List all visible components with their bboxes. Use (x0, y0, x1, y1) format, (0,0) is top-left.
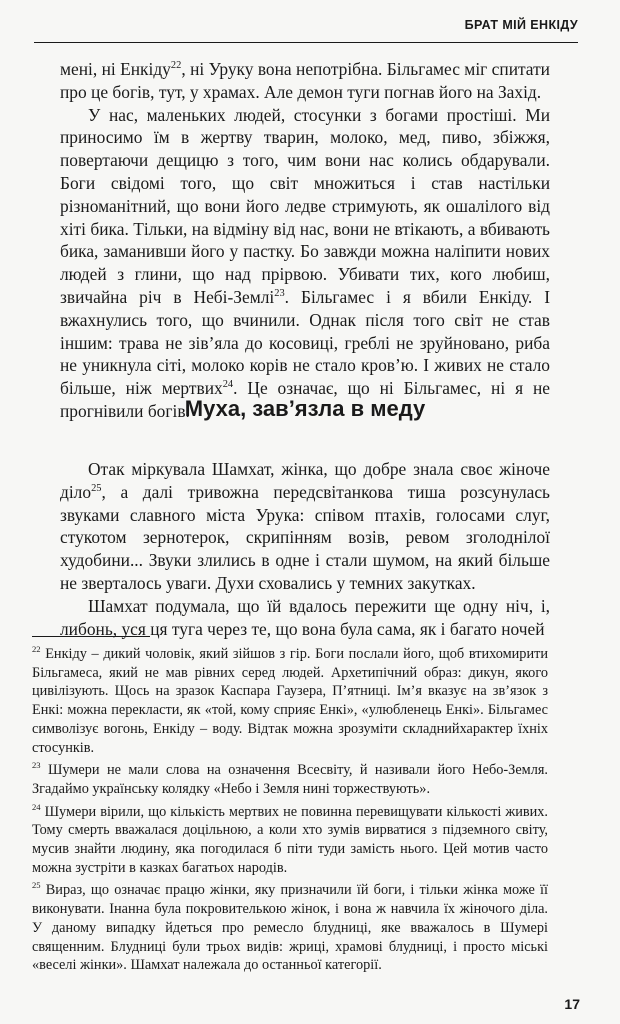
footnote-divider (32, 636, 150, 637)
footnote-ref-24: 24 (222, 379, 234, 391)
footnote-number: 25 (32, 880, 41, 891)
footnote-23 (32, 761, 548, 798)
text-run: . Більгамес і я вбили Енкіду. І вжахнулись того, що вчинили. Однак після того світ не став іншим: трава не зів’яла до косовиці, греблі не зруйновано, риба не уникнула сіті, молоко корів не стало кров’ю. І живих не стало більше, ніж мертвих (60, 286, 550, 399)
text-run: мені, ні Енкіду (60, 59, 171, 79)
footnote-22 (32, 645, 548, 757)
paragraph (60, 458, 550, 595)
page-number: 17 (564, 996, 580, 1012)
running-head-title: БРАТ МІЙ ЕНКІДУ (464, 18, 578, 32)
text-run: У нас, маленьких людей, стосунки з богами простіші. Ми приносимо їм в жертву тварин, молоко, мед, пиво, збіжжя, повертаючи дещицю з того, чим вони нас колись обдарували. Боги свідомі того, що світ множиться і став настільки різноманітний, що вони його ледве стримують, як ошалілого від хіті бика. Тільки, на відміну від нас, вони не втікають, а вбивають бика, заманивши його у пастку. Бо завжди можна наліпити нових людей з глини, що над прірвою. Убивати тих, кого любиш, звичайна річ в Небі-Землі (60, 104, 550, 307)
paragraph (60, 58, 550, 104)
footnote-text: Шумери вірили, що кількість мертвих не повинна перевищувати кількості живих. Тому смерть вважалася доцільною, а коли хто зумів вирватися з підземного світу, мусив знайти людину, яка погодилася б піти туди замість нього. Цей мотив часто можна зустріти в казках багатьох народів. (32, 803, 548, 876)
footnote-text: Енкіду – дикий чоловік, який зійшов з гір. Боги послали його, щоб втихомирити Більгамеса, який не мав рівних серед людей. Архетипічний образ: дикун, якого цивілізують. Щось на зразок Каспара Гаузера, П’ятниці. Ім’я вказує на зв’язок з Енкі: можна перекласти, як «той, кому сприяє Енкі», «улюбленець Енкі». Більгамес символізує вогонь, Енкіду – воду. Відтак можна зрозуміти складнийхарактер їхніх стосунків. (32, 646, 548, 756)
body-text-top (60, 58, 550, 423)
footnote-text: Шумери не мали слова на означення Всесвіту, й називали його Небо-Земля. Згадаймо українську колядку «Небо і Земля нині торжествують». (32, 762, 548, 797)
footnote-ref-23: 23 (274, 288, 285, 300)
paragraph (60, 104, 550, 423)
footnote-number: 22 (32, 644, 41, 655)
footnote-number: 24 (32, 801, 41, 812)
footnote-25 (32, 881, 548, 975)
text-run: . Це означає, що ні Більгамес, ні я не прогнівили богів. (60, 378, 550, 421)
paragraph: Шамхат подумала, що їй вдалось пережити ще одну ніч, і, либонь, уся ця туга через те, що вона була сама, як і багато ночей (60, 595, 550, 639)
body-text-second (60, 458, 550, 640)
footnotes (32, 645, 548, 979)
footnote-24 (32, 803, 548, 878)
footnote-number: 23 (32, 760, 41, 771)
text-run: , а далі тривожна передсвітанкова тиша розсунулась звуками славного міста Урука: співом птахів, голосами слуг, стукотом зернотерок, скрипінням возів, ревом зголоднілої худобини... Звуки злились в одне і стали шумом, на який більше не зверталось уваги. Духи сховались у темних закутках. (60, 481, 550, 593)
footnote-text: Вираз, що означає працю жінки, яку призначили їй боги, і тільки жінка може її виконувати. Інанна була покровителькою жінок, і вона ж навчила їх жіночого діла. У даному випадку йдеться про ремесло блудниці, яке вважалось в Шумері священним. Блудниці були трьох видів: жриці, храмові блудниці, і просто міські «веселі жінки». Шамхат належала до останньої категорії. (32, 882, 548, 974)
section-heading: Муха, зав’язла в меду (184, 396, 426, 421)
footnote-ref-25: 25 (91, 483, 102, 494)
text-run: Отак міркувала Шамхат, жінка, що добре знала своє жіноче діло (60, 459, 550, 502)
text-run: , ні Уруку вона непотрібна. Більгамес міг спитати про це богів, тут, у храмах. Але демон туги погнав його на Захід. (60, 59, 550, 102)
footnote-ref-22: 22 (170, 60, 182, 72)
running-head (34, 16, 578, 43)
